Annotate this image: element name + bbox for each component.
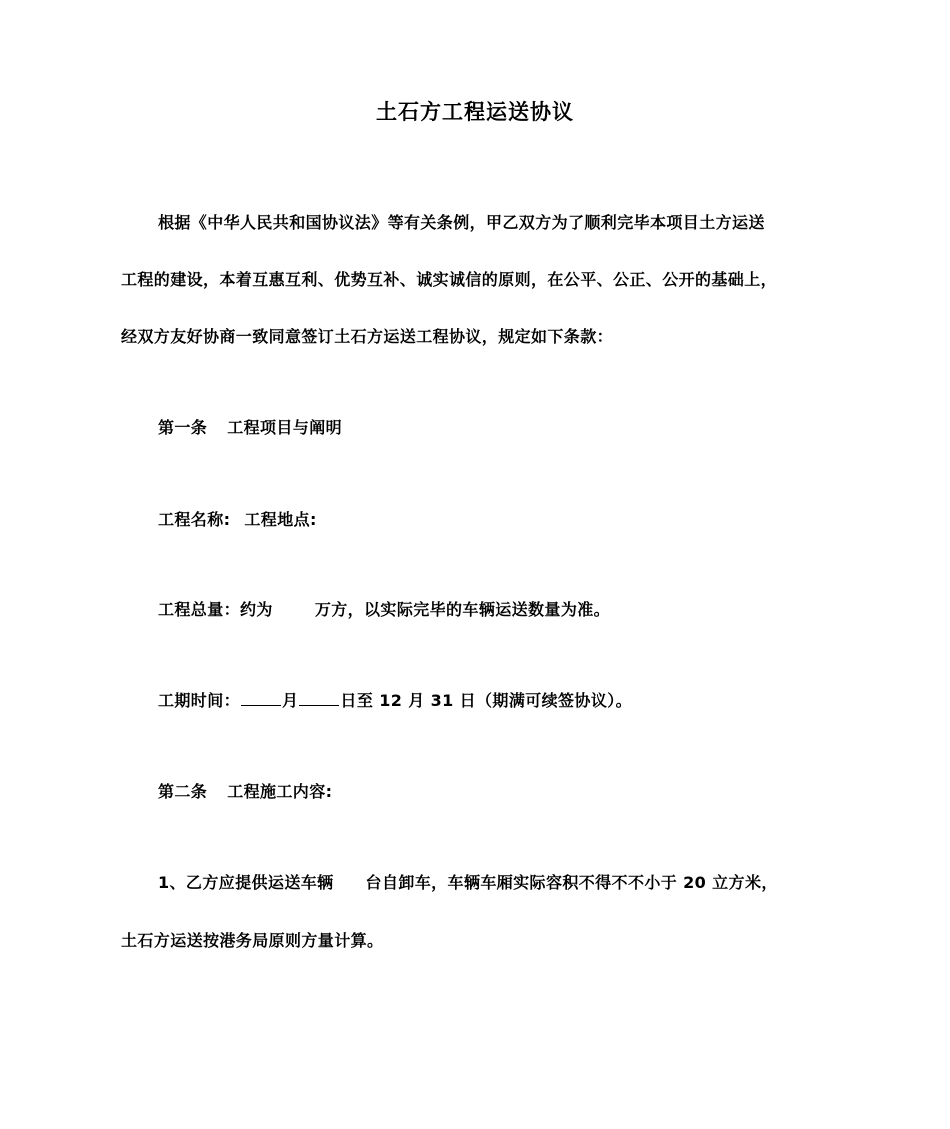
project-name-line bbox=[158, 507, 317, 530]
project-quantity-line bbox=[158, 597, 610, 620]
article-1-title: 工程项目与阐明 bbox=[227, 418, 343, 437]
article-2-heading bbox=[158, 779, 332, 802]
project-site-label: 工程地点: bbox=[244, 510, 317, 529]
project-period-line bbox=[158, 688, 632, 711]
quantity-prefix: 工程总量：约为 bbox=[158, 600, 273, 619]
period-day-rest: 日至 12 月 31 日（期满可续签协议）。 bbox=[340, 691, 633, 710]
document-title: 土石方工程运送协议 bbox=[376, 100, 574, 124]
article-2-number: 第二条 bbox=[158, 782, 208, 801]
period-month: 月 bbox=[282, 691, 299, 710]
project-name-label: 工程名称: bbox=[158, 510, 231, 529]
article-1-number: 第一条 bbox=[158, 418, 208, 437]
preamble-line-3: 经双方友好协商一致同意签订土石方运送工程协议，规定如下条款： bbox=[121, 327, 614, 346]
preamble-line-2: 工程的建设，本着互惠互利、优势互补、诚实诚信的原则，在公平、公正、公开的基础上， bbox=[121, 270, 778, 289]
item-1-part-2: 台自卸车，车辆车厢实际容积不得不不小于 20 立方米， bbox=[365, 873, 778, 892]
preamble-line-1: 根据《中华人民共和国协议法》等有关条例，甲乙双方为了顺利完毕本项目土方运送 bbox=[158, 213, 765, 232]
article-2-item-1-continued: 土石方运送按港务局原则方量计算。 bbox=[121, 931, 384, 950]
quantity-suffix: 万方，以实际完毕的车辆运送数量为准。 bbox=[314, 600, 611, 619]
item-1-part-1: 1、乙方应提供运送车辆 bbox=[158, 873, 334, 892]
article-1-heading bbox=[158, 415, 342, 438]
period-label: 工期时间： bbox=[158, 691, 241, 710]
article-2-title: 工程施工内容: bbox=[227, 782, 333, 801]
article-2-item-1 bbox=[158, 870, 778, 893]
month-blank bbox=[241, 691, 281, 706]
day-blank bbox=[299, 691, 339, 706]
